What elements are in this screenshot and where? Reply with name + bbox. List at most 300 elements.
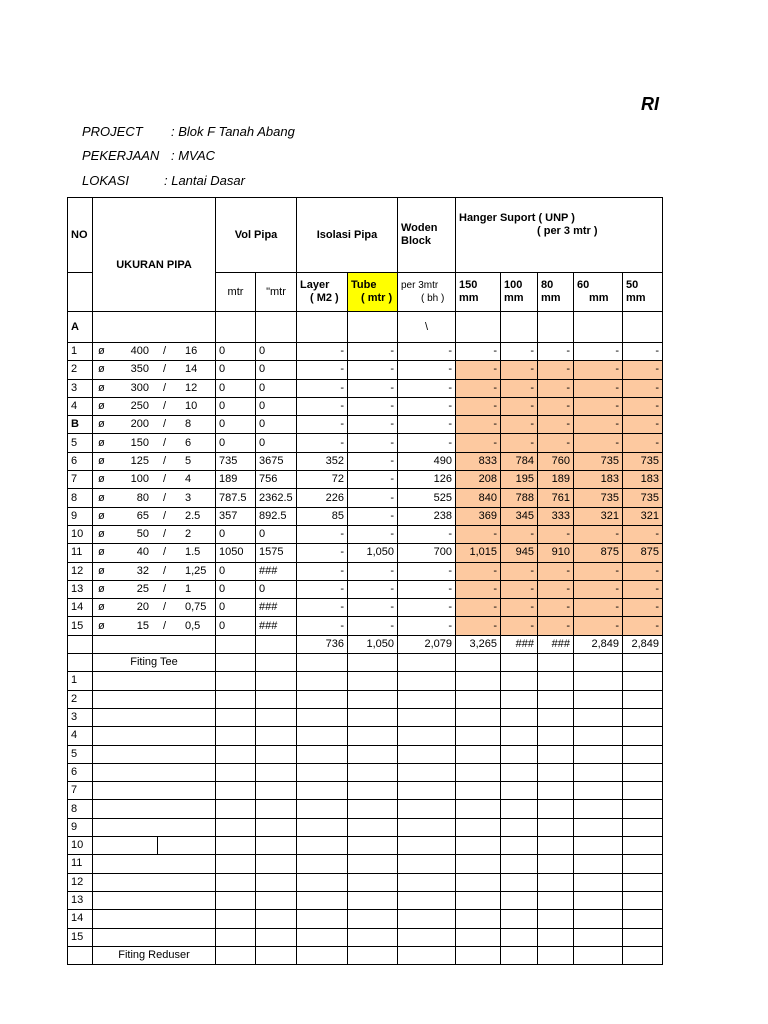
empty-cell (297, 873, 348, 891)
layer-value: - (297, 361, 348, 379)
row-number: 2 (68, 690, 93, 708)
empty-cell (623, 891, 663, 909)
empty-cell (456, 727, 501, 745)
size-inch: 14 (185, 363, 198, 376)
layer-value: - (297, 599, 348, 617)
isolasi-header: Isolasi Pipa (297, 198, 398, 273)
empty-cell (623, 708, 663, 726)
empty-cell (574, 708, 623, 726)
empty-cell (256, 818, 297, 836)
empty-cell (501, 708, 538, 726)
lokasi-label: LOKASI (82, 173, 129, 188)
empty-cell (256, 891, 297, 909)
empty-cell (216, 763, 256, 781)
empty-cell (398, 800, 456, 818)
fiting-tee-row (68, 727, 663, 745)
row-number: 7 (68, 782, 93, 800)
vol-dmtr: ### (256, 562, 297, 580)
h150-value: - (456, 580, 501, 598)
empty-cell (93, 745, 216, 763)
empty-cell (256, 727, 297, 745)
empty-cell (398, 782, 456, 800)
woden-value: - (398, 580, 456, 598)
fiting-reduser-header (68, 946, 663, 964)
size-mm: 50 (136, 528, 149, 541)
size-inch: 0,75 (185, 601, 207, 614)
tube-value: - (348, 343, 398, 361)
pipe-row (68, 379, 663, 397)
h50-value: - (623, 379, 663, 397)
empty-cell (256, 946, 297, 964)
h150-header: 150 mm (456, 273, 501, 312)
pipe-row (68, 544, 663, 562)
empty-cell (456, 708, 501, 726)
vol-mtr: 189 (216, 471, 256, 489)
woden-value: - (398, 361, 456, 379)
empty-cell (623, 782, 663, 800)
row-number: 14 (68, 910, 93, 928)
empty-cell (216, 745, 256, 763)
empty-cell (623, 946, 663, 964)
row-number: 12 (68, 873, 93, 891)
pipe-row (68, 452, 663, 470)
pekerjaan-label: PEKERJAAN (82, 148, 160, 163)
group-a-woden-mark: \ (398, 312, 456, 343)
empty-cell (348, 745, 398, 763)
empty-cell (348, 654, 398, 672)
size-mm: 200 (130, 418, 149, 431)
diameter-symbol: ø (98, 601, 105, 614)
size-mm: 80 (136, 491, 149, 504)
fiting-tee-row (68, 782, 663, 800)
empty-cell (256, 708, 297, 726)
h100-value: 788 (501, 489, 538, 507)
empty-cell (574, 800, 623, 818)
vol-dmtr: 0 (256, 416, 297, 434)
dmtr-header: "mtr (256, 273, 297, 312)
h100-value: 345 (501, 507, 538, 525)
empty-cell (93, 800, 216, 818)
empty-cell (538, 837, 574, 855)
empty-cell (93, 928, 216, 946)
vol-mtr: 735 (216, 452, 256, 470)
empty-cell (256, 910, 297, 928)
empty-cell (216, 782, 256, 800)
h50-value: 735 (623, 489, 663, 507)
vol-dmtr: 756 (256, 471, 297, 489)
h60-header: 60 mm (574, 273, 623, 312)
row-number: 11 (68, 855, 93, 873)
pipe-size-cell (93, 544, 216, 562)
empty-cell (574, 690, 623, 708)
size-mm: 250 (130, 400, 149, 413)
empty-cell (297, 837, 348, 855)
woden-value: 525 (398, 489, 456, 507)
empty-cell (623, 818, 663, 836)
diameter-symbol: ø (98, 619, 105, 632)
vol-dmtr: 0 (256, 525, 297, 543)
diameter-symbol: ø (98, 528, 105, 541)
tube-value: - (348, 379, 398, 397)
h50-value: - (623, 343, 663, 361)
empty-cell (398, 672, 456, 690)
h150-value: - (456, 343, 501, 361)
total-h60: 2,849 (574, 635, 623, 653)
diameter-symbol: ø (98, 491, 105, 504)
h80-value: 189 (538, 471, 574, 489)
woden-value: - (398, 562, 456, 580)
pipe-size-cell (93, 617, 216, 635)
empty-cell (538, 855, 574, 873)
row-number: 3 (68, 379, 93, 397)
empty-cell (297, 672, 348, 690)
empty-cell (538, 690, 574, 708)
size-mm: 125 (130, 454, 149, 467)
vol-dmtr: 0 (256, 580, 297, 598)
empty-cell (574, 910, 623, 928)
tube-value: 1,050 (348, 544, 398, 562)
empty-cell (623, 690, 663, 708)
empty-cell (501, 873, 538, 891)
fiting-tee-row (68, 708, 663, 726)
empty-cell (348, 763, 398, 781)
empty-cell (216, 928, 256, 946)
empty-cell (501, 946, 538, 964)
h100-value: 945 (501, 544, 538, 562)
tube-value: - (348, 599, 398, 617)
empty-cell (456, 910, 501, 928)
h80-value: - (538, 397, 574, 415)
vol-dmtr: ### (256, 617, 297, 635)
h60-value: 321 (574, 507, 623, 525)
h60-value: - (574, 397, 623, 415)
empty-cell (256, 312, 297, 343)
layer-value: 352 (297, 452, 348, 470)
size-separator: / (163, 509, 167, 522)
vol-dmtr: 892.5 (256, 507, 297, 525)
layer-value: - (297, 416, 348, 434)
size-mm: 15 (136, 619, 149, 632)
empty-cell (456, 782, 501, 800)
vol-mtr: 0 (216, 562, 256, 580)
size-inch: 10 (185, 400, 198, 413)
h100-value: - (501, 397, 538, 415)
diameter-symbol: ø (98, 418, 105, 431)
empty-cell (574, 946, 623, 964)
empty-cell (501, 837, 538, 855)
empty-cell (456, 873, 501, 891)
row-number: 15 (68, 617, 93, 635)
empty-cell (297, 690, 348, 708)
vol-mtr: 0 (216, 361, 256, 379)
empty-cell (398, 654, 456, 672)
row-number: 13 (68, 580, 93, 598)
page-title: RI (641, 94, 659, 114)
empty-cell (574, 312, 623, 343)
empty-cell (216, 672, 256, 690)
pipe-row (68, 416, 663, 434)
layer-value: - (297, 562, 348, 580)
h80-value: - (538, 361, 574, 379)
vol-mtr: 0 (216, 617, 256, 635)
row-number: 5 (68, 745, 93, 763)
size-mm: 100 (130, 473, 149, 486)
empty-cell (256, 928, 297, 946)
tube-value: - (348, 507, 398, 525)
h150-value: 833 (456, 452, 501, 470)
empty-cell (574, 855, 623, 873)
empty-cell (256, 782, 297, 800)
vol-header: Vol Pipa (216, 198, 297, 273)
empty-cell (256, 690, 297, 708)
size-mm: 150 (130, 436, 149, 449)
h80-value: - (538, 379, 574, 397)
tube-value: - (348, 416, 398, 434)
empty-cell (68, 654, 93, 672)
no-header: NO (68, 198, 93, 273)
empty-cell (501, 928, 538, 946)
empty-cell (456, 946, 501, 964)
h60-value: 875 (574, 544, 623, 562)
empty-cell (297, 708, 348, 726)
h50-value: 735 (623, 452, 663, 470)
vol-dmtr: ### (256, 599, 297, 617)
h50-value: - (623, 599, 663, 617)
vol-mtr: 0 (216, 525, 256, 543)
pipe-row (68, 525, 663, 543)
empty-cell (398, 745, 456, 763)
size-inch: 0,5 (185, 619, 201, 632)
pipe-size-cell (93, 525, 216, 543)
h60-value: 735 (574, 489, 623, 507)
row-number: 1 (68, 672, 93, 690)
pipe-size-cell (93, 580, 216, 598)
empty-cell (574, 928, 623, 946)
size-separator: / (163, 381, 167, 394)
size-mm: 20 (136, 601, 149, 614)
empty-cell (216, 654, 256, 672)
empty-cell (623, 837, 663, 855)
fiting-tee-row (68, 855, 663, 873)
empty-cell (501, 690, 538, 708)
empty-cell (256, 745, 297, 763)
tube-value: - (348, 562, 398, 580)
empty-cell (297, 910, 348, 928)
layer-value: - (297, 434, 348, 452)
empty-cell (574, 727, 623, 745)
empty-cell (501, 818, 538, 836)
empty-cell (456, 837, 501, 855)
empty-cell (501, 727, 538, 745)
h50-value: - (623, 434, 663, 452)
empty-cell (93, 782, 216, 800)
empty-cell (623, 928, 663, 946)
h60-value: - (574, 343, 623, 361)
row-number: 15 (68, 928, 93, 946)
group-a-label: A (68, 312, 93, 343)
h100-value: - (501, 416, 538, 434)
h100-header: 100 mm (501, 273, 538, 312)
empty-cell (216, 690, 256, 708)
no-header-blank (68, 273, 93, 312)
tube-value: - (348, 452, 398, 470)
header-row-main (68, 198, 663, 273)
row-number: 5 (68, 434, 93, 452)
h100-value: - (501, 343, 538, 361)
empty-cell (348, 928, 398, 946)
project-label: PROJECT (82, 124, 143, 139)
h150-value: 1,015 (456, 544, 501, 562)
layer-value: 226 (297, 489, 348, 507)
empty-cell (538, 891, 574, 909)
empty-cell (501, 891, 538, 909)
h100-value: - (501, 379, 538, 397)
size-separator: / (163, 436, 167, 449)
h50-value: 321 (623, 507, 663, 525)
empty-cell (93, 708, 216, 726)
layer-value: - (297, 617, 348, 635)
size-mm: 40 (136, 546, 149, 559)
h150-value: 840 (456, 489, 501, 507)
pekerjaan-value: : MVAC (171, 148, 216, 163)
h50-value: - (623, 617, 663, 635)
row-number: 7 (68, 471, 93, 489)
diameter-symbol: ø (98, 400, 105, 413)
empty-cell (398, 690, 456, 708)
h100-value: - (501, 580, 538, 598)
empty-cell (538, 763, 574, 781)
h60-value: - (574, 617, 623, 635)
layer-value: - (297, 544, 348, 562)
empty-cell (574, 763, 623, 781)
tube-value: - (348, 580, 398, 598)
h50-value: - (623, 361, 663, 379)
pipe-row (68, 434, 663, 452)
empty-cell (68, 635, 93, 653)
empty-cell (398, 708, 456, 726)
empty-cell (216, 708, 256, 726)
h60-value: - (574, 434, 623, 452)
h80-value: - (538, 580, 574, 598)
row-number: B (68, 416, 93, 434)
h150-value: 369 (456, 507, 501, 525)
h80-header: 80 mm (538, 273, 574, 312)
pipe-row (68, 343, 663, 361)
empty-cell (398, 727, 456, 745)
empty-cell (456, 654, 501, 672)
vol-dmtr: 1575 (256, 544, 297, 562)
empty-cell (348, 855, 398, 873)
h80-value: - (538, 343, 574, 361)
diameter-symbol: ø (98, 473, 105, 486)
empty-cell (216, 910, 256, 928)
fiting-tee-row (68, 690, 663, 708)
vol-mtr: 0 (216, 379, 256, 397)
fiting-tee-row (68, 837, 663, 855)
empty-cell (93, 672, 216, 690)
woden-value: 238 (398, 507, 456, 525)
empty-cell (574, 873, 623, 891)
vol-dmtr: 3675 (256, 452, 297, 470)
layer-value: - (297, 397, 348, 415)
fiting-tee-row (68, 928, 663, 946)
vol-dmtr: 0 (256, 434, 297, 452)
empty-cell (216, 837, 256, 855)
pipe-size-cell (93, 599, 216, 617)
pipe-row (68, 562, 663, 580)
pipe-row (68, 397, 663, 415)
diameter-symbol: ø (98, 381, 105, 394)
empty-cell (297, 312, 348, 343)
woden-value: - (398, 434, 456, 452)
size-separator: / (163, 345, 167, 358)
pipe-schedule-table (67, 197, 663, 965)
size-separator: / (163, 601, 167, 614)
empty-cell (538, 727, 574, 745)
size-inch: 1 (185, 583, 192, 595)
fiting-tee-row (68, 763, 663, 781)
size-separator: / (163, 400, 167, 413)
row-number: 4 (68, 727, 93, 745)
tube-value: - (348, 525, 398, 543)
vol-mtr: 787.5 (216, 489, 256, 507)
h150-value: - (456, 434, 501, 452)
size-inch: 2.5 (185, 509, 201, 522)
empty-cell (256, 672, 297, 690)
pipe-row (68, 471, 663, 489)
pipe-size-cell (93, 562, 216, 580)
h50-value: - (623, 525, 663, 543)
layer-header: Layer ( M2 ) (297, 273, 348, 312)
row-number: 12 (68, 562, 93, 580)
h80-value: 910 (538, 544, 574, 562)
size-separator: / (163, 454, 167, 467)
empty-cell (348, 837, 398, 855)
empty-cell (348, 873, 398, 891)
group-a-row (68, 312, 663, 343)
pipe-row (68, 580, 663, 598)
fiting-reduser-header-label: Fiting Reduser (93, 946, 216, 964)
woden-value: - (398, 397, 456, 415)
ukuran-header: UKURAN PIPA (93, 198, 216, 312)
empty-cell (456, 763, 501, 781)
empty-cell (297, 946, 348, 964)
empty-cell (538, 873, 574, 891)
empty-cell (348, 800, 398, 818)
vol-dmtr: 0 (256, 361, 297, 379)
pipe-size-cell (93, 507, 216, 525)
empty-cell (501, 800, 538, 818)
empty-cell (623, 672, 663, 690)
fiting-tee-row (68, 873, 663, 891)
diameter-symbol: ø (98, 509, 105, 522)
diameter-symbol: ø (98, 454, 105, 467)
h100-value: - (501, 617, 538, 635)
vol-dmtr: 0 (256, 343, 297, 361)
empty-cell (623, 910, 663, 928)
h60-value: - (574, 361, 623, 379)
size-mm: 300 (130, 381, 149, 394)
fiting-tee-header (68, 654, 663, 672)
size-inch: 1.5 (185, 546, 201, 559)
h50-value: - (623, 580, 663, 598)
empty-cell (574, 837, 623, 855)
empty-cell (216, 800, 256, 818)
size-mm: 25 (136, 583, 149, 595)
empty-cell (348, 891, 398, 909)
empty-cell (93, 690, 216, 708)
empty-cell (538, 928, 574, 946)
